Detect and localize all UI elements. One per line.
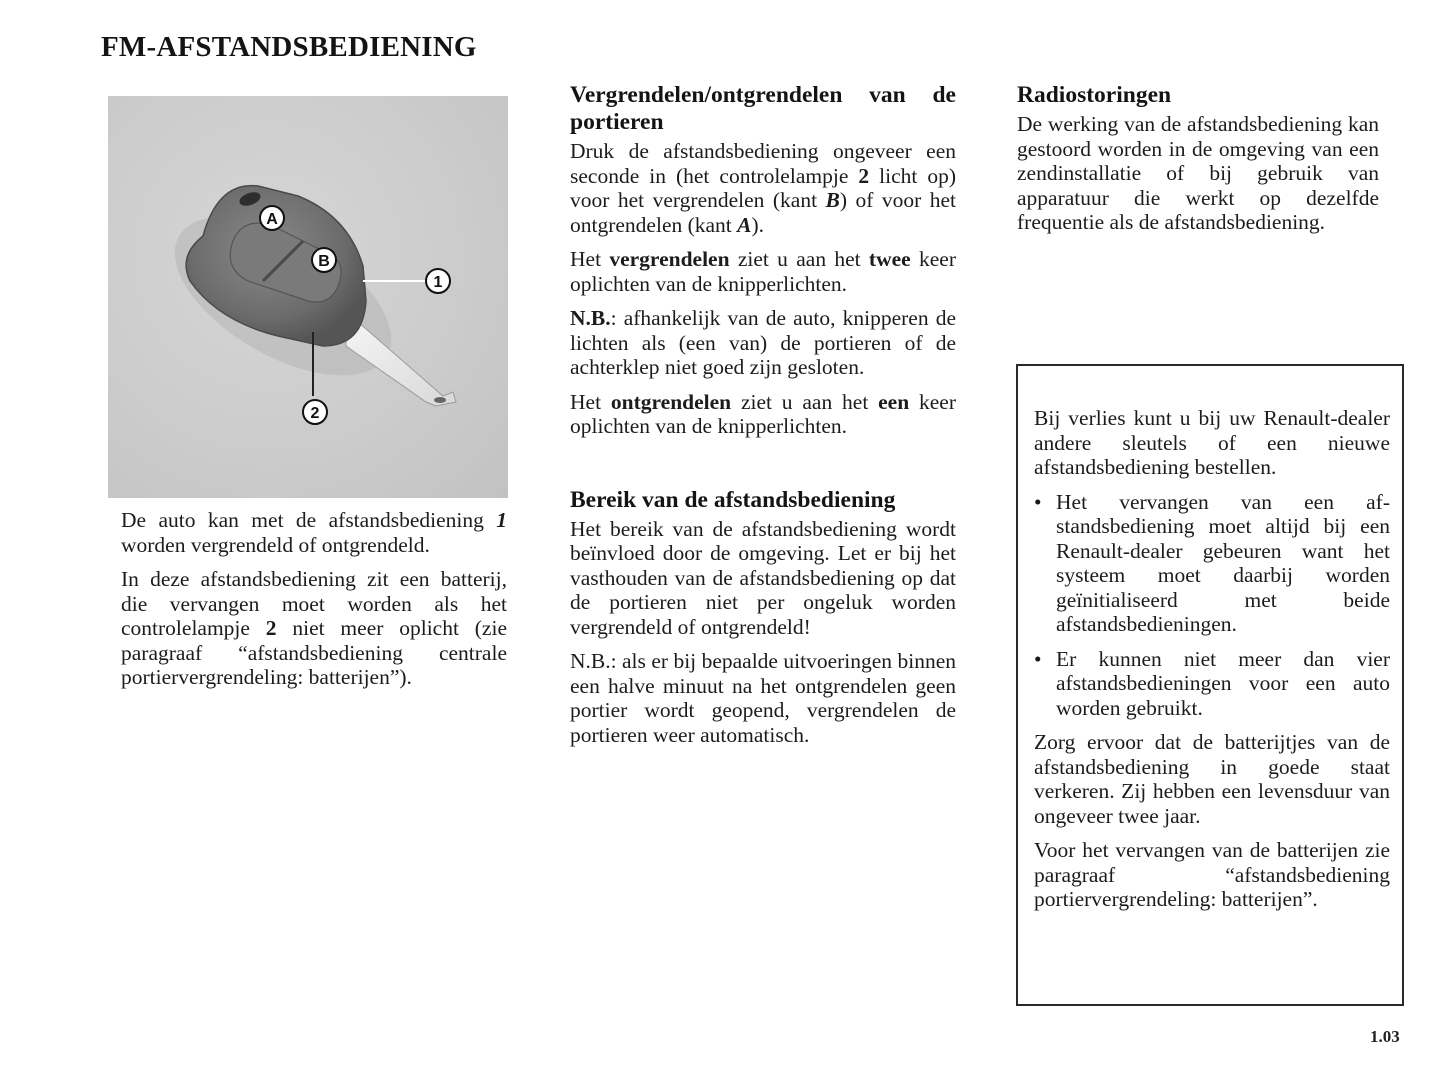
bullet-icon: • bbox=[1034, 646, 1042, 671]
locking-note: N.B.: afhankelijk van de auto, knipperen de lichten als (een van) de portieren of de achterklep niet goed zijn gesloten. bbox=[570, 306, 956, 379]
info-replace-paragraph: Voor het vervangen van de batterijen zie paragraaf “afstandsbediening portiervergrendeling: batterijen”. bbox=[1034, 838, 1390, 911]
info-bullet bbox=[1034, 647, 1390, 721]
svg-text:1: 1 bbox=[433, 274, 443, 291]
callout-b bbox=[312, 248, 336, 272]
intro-paragraph: De auto kan met de afstandsbediening 1 worden vergrendeld of ontgrendeld. bbox=[121, 508, 507, 557]
unlocking-indicator: Het ontgrendelen ziet u aan het een keer oplichten van de knipperlichten. bbox=[570, 389, 957, 438]
svg-text:A: A bbox=[266, 211, 278, 228]
callout-2 bbox=[303, 400, 327, 424]
left-column bbox=[121, 508, 507, 700]
bullet-icon: • bbox=[1034, 489, 1042, 514]
callout-a bbox=[260, 206, 284, 230]
section-heading-range: Bereik van de afstandsbediening bbox=[570, 486, 896, 513]
info-box bbox=[1016, 364, 1404, 1006]
battery-paragraph: In deze afstandsbediening zit een batterij, die vervangen moet worden als het controlelampje 2 niet meer oplicht (zie paragraaf “afstandsbediening centrale portiervergrendeling: batterijen”). bbox=[121, 567, 507, 689]
range-note: N.B.: als er bij bepaalde uitvoeringen binnen een halve minuut na het ontgrendelen geen portier wordt geopend, vergrendelen de portieren weer automatisch. bbox=[570, 649, 956, 747]
middle-column bbox=[570, 82, 956, 757]
svg-text:2: 2 bbox=[310, 405, 320, 422]
right-column bbox=[1017, 82, 1379, 245]
info-bullet bbox=[1034, 490, 1390, 637]
info-bullet-text: Er kunnen niet meer dan vier afstandsbedieningen voor een auto worden gebruikt. bbox=[1056, 646, 1390, 720]
callout-1 bbox=[426, 269, 450, 293]
section-heading-locking: Vergrendelen/ontgrendelen van de portieren bbox=[570, 82, 956, 135]
section-heading-interference: Radiostoringen bbox=[1017, 82, 1172, 108]
locking-instructions: Druk de afstandsbediening ongeveer een seconde in (het controlelampje 2 licht op) voor het vergrendelen (kant B) of voor het ontgrendelen (kant A). bbox=[570, 139, 957, 237]
range-paragraph: Het bereik van de afstandsbediening wordt beïnvloed door de omgeving. Let er bij het vasthouden van de afstandsbediening op dat de portieren niet per ongeluk worden vergrendeld of ontgrendeld! bbox=[570, 516, 956, 639]
locking-indicator: Het vergrendelen ziet u aan het twee keer oplichten van de knipperlichten. bbox=[570, 247, 956, 296]
info-loss-paragraph: Bij verlies kunt u bij uw Renault-dealer andere sleutels of een nieuwe afstandsbediening bestellen. bbox=[1034, 406, 1390, 479]
page-number: 1.03 bbox=[1370, 1027, 1400, 1046]
interference-paragraph: De werking van de afstandsbediening kan gestoord worden in de omgeving van een zendinstallatie of bij gebruik van apparatuur die werkt op dezelfde frequentie als de afstandsbediening. bbox=[1017, 112, 1379, 234]
info-battery-paragraph: Zorg ervoor dat de batterijtjes van de afstandsbediening in goede staat verkeren. Zij hebben een levensduur van ongeveer twee jaar. bbox=[1034, 730, 1390, 828]
key-fob-photo bbox=[108, 96, 508, 498]
page-title: FM-AFSTANDSBEDIENING bbox=[101, 31, 477, 63]
svg-text:B: B bbox=[318, 253, 330, 270]
info-bullet-text: Het vervangen van een afstandsbediening moet altijd bij een Renault-dealer gebeuren want het systeem moet daarbij worden geïnitialiseerd met beide afstandsbedieningen. bbox=[1056, 489, 1390, 636]
